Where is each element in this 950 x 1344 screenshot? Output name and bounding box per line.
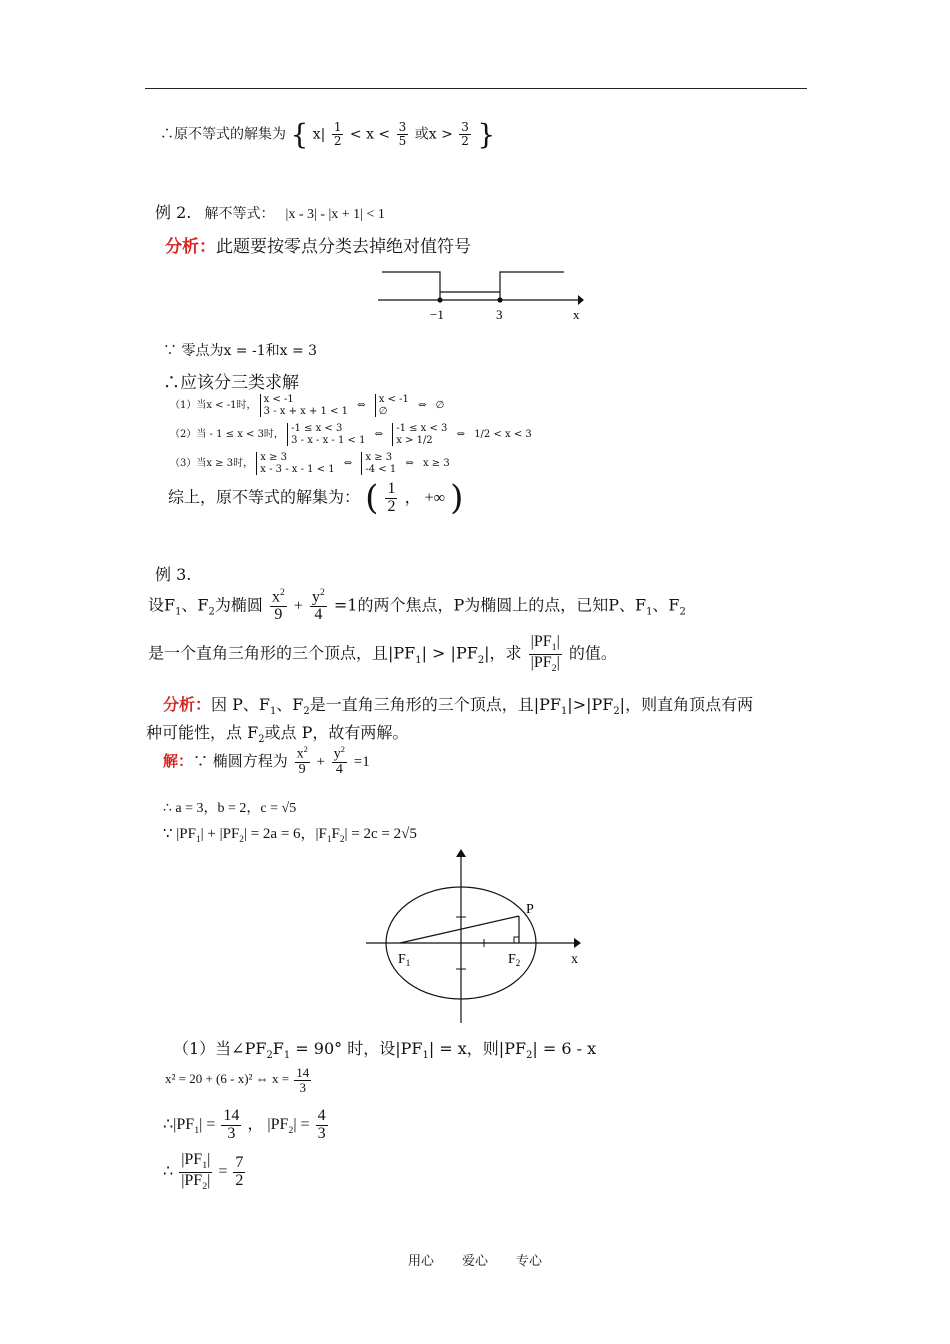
tick-label-b: 3 (496, 307, 503, 322)
equation-line: x² = 20 + (6 - x)² ⇔ x = $\frac{14}{3}$ (165, 1065, 310, 1095)
focus-f2-label: $F_2$ (508, 952, 521, 968)
analysis-ex3-line1: 分析：因 P、$F_1$、$F_2$是一直角三角形的三个顶点，且$|PF_1|>|PF_2|$，则直角顶点有两 (163, 695, 754, 718)
ex3-case1-line: （1）当$\angle PF_2F_1 = 90^\circ$ 时，设$|PF_1| = x$，则$|PF_2| = 6 - x$ (173, 1039, 597, 1062)
summary-ex2: 综上，原不等式的解集为： ( $\frac{1}{2}$ ， +∞ ) (168, 478, 464, 518)
analysis-ex3-line2: 种可能性，点 $F_2$或点 P，故有两解。 (146, 723, 409, 746)
example2-heading: 例 2. 解不等式： |x - 3| - |x + 1| < 1 (155, 203, 385, 222)
page-footer: 用心 爱心 专心 (407, 1254, 543, 1269)
tick-label-a: −1 (430, 307, 444, 322)
ellipse-diagram (360, 845, 590, 1025)
ex3-problem-line1: 设$F_1$、$F_2$为椭圆 $\frac{x^2}{9}$ + $\frac{y^2}{4}$ =1的两个焦点，P为椭圆上的点，已知P、$F_1$、$F_2$ (148, 587, 686, 624)
ex3-problem-line2: 是一个直角三角形的三个顶点，且$|PF_1| > |PF_2|$，求 $\frac{|PF_1|}{|PF_2|}$ 的值。 (148, 633, 617, 674)
ratio-line: ∴ $\frac{|PF_1|}{|PF_2|}$ = $\frac{7}{2}$ (163, 1151, 244, 1192)
result-line: $\therefore|PF_1|$ = $\frac{14}{3}$ ， $|PF_2|$ = $\frac{4}{3}$ (163, 1107, 326, 1142)
example3-heading: 例 3. (155, 565, 192, 584)
axis-label-x: x (573, 307, 580, 322)
header-rule (145, 88, 807, 89)
distance-line: ∵ $|PF_1| + |PF_2| = 2a = 6$，$|F_1F_2| = 2c = 2√5$ (163, 826, 417, 845)
solution-line: 解：∵ 椭圆方程为 $\frac{x^2}{9}$ + $\frac{y^2}{4}$ =1 (163, 745, 370, 778)
solution-set-line: ∴原不等式的解集为 { x| $\frac{1}{2}$ < x < $\frac{3}{5}$ 或x > $\frac{3}{2}$ } (160, 118, 496, 151)
analysis-ex2: 分析：此题要按零点分类去掉绝对值符号 (165, 237, 471, 257)
number-line-diagram (370, 262, 600, 328)
case1-line: （1）当x < -1时， x < -1 3 - x + x + 1 < 1 ⇔ x < -1 ∅ ⇔ ∅ (170, 394, 445, 417)
point-p-label: P (526, 902, 534, 917)
three-cases-line: ∴应该分三类求解 (163, 373, 299, 393)
focus-f1-label: $F_1$ (398, 952, 411, 968)
case3-line: （3）当x ≥ 3时， x ≥ 3 x - 3 - x - 1 < 1 ⇔ x ≥ 3 -4 < 1 ⇔ x ≥ 3 (170, 452, 450, 475)
axis-x-label: x (571, 952, 578, 967)
abc-line: ∴ a = 3，b = 2，c = √5 (163, 801, 297, 816)
zero-points-line: ∵ 零点为x = -1和x = 3 (163, 343, 318, 359)
case2-line: （2）当 - 1 ≤ x < 3时， -1 ≤ x < 3 3 - x - x - 1 < 1 ⇔ -1 ≤ x < 3 x > 1/2 ⇔ 1/2 < x < 3 (170, 423, 532, 446)
